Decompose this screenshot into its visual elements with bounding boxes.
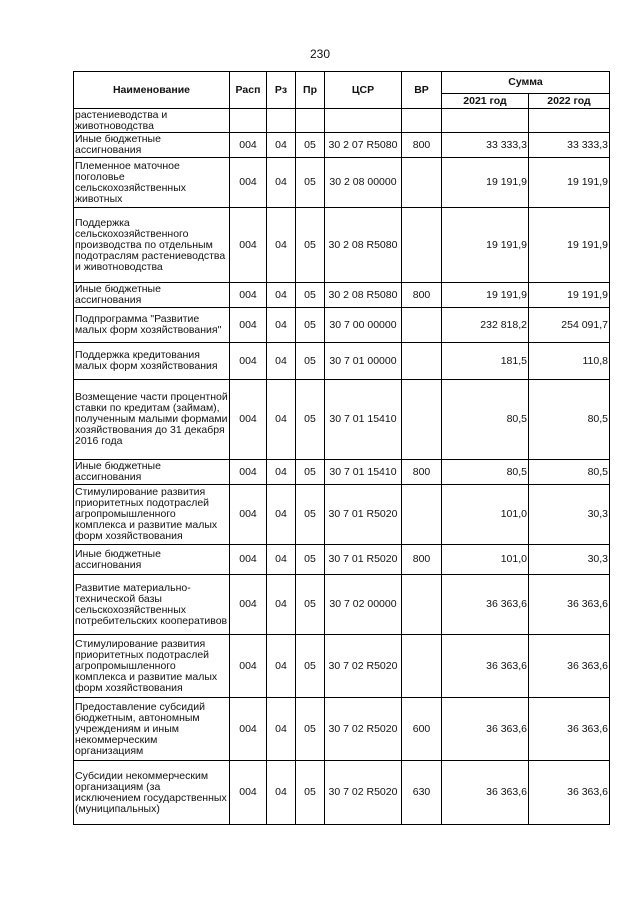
header-2021: 2021 год bbox=[442, 94, 529, 109]
cell-pr: 05 bbox=[296, 208, 325, 283]
cell-rz: 04 bbox=[267, 575, 296, 635]
table-body bbox=[74, 109, 610, 825]
cell-y2022: 19 191,9 bbox=[529, 158, 610, 208]
budget-table bbox=[73, 71, 610, 825]
cell-rasp: 004 bbox=[230, 545, 267, 575]
cell-vr: 800 bbox=[402, 545, 442, 575]
cell-rz: 04 bbox=[267, 208, 296, 283]
cell-y2021: 19 191,9 bbox=[442, 158, 529, 208]
table-row bbox=[74, 635, 610, 698]
cell-name: Стимулирование развития приоритетных подотраслей агропромышленного комплекса и развитие малых форм хозяйствования bbox=[74, 635, 230, 698]
table-row bbox=[74, 380, 610, 460]
cell-rasp: 004 bbox=[230, 343, 267, 380]
cell-name: Иные бюджетные ассигнования bbox=[74, 460, 230, 485]
cell-csr: 30 7 01 R5020 bbox=[325, 485, 402, 545]
cell-rasp: 004 bbox=[230, 208, 267, 283]
cell-y2021: 36 363,6 bbox=[442, 761, 529, 825]
cell-rz: 04 bbox=[267, 343, 296, 380]
cell-csr bbox=[325, 109, 402, 133]
cell-y2022: 36 363,6 bbox=[529, 698, 610, 761]
table-row bbox=[74, 460, 610, 485]
cell-y2021: 101,0 bbox=[442, 485, 529, 545]
cell-pr: 05 bbox=[296, 575, 325, 635]
table-row bbox=[74, 308, 610, 343]
cell-rz: 04 bbox=[267, 133, 296, 158]
cell-name: Стимулирование развития приоритетных подотраслей агропромышленного комплекса и развитие малых форм хозяйствования bbox=[74, 485, 230, 545]
cell-y2021: 80,5 bbox=[442, 460, 529, 485]
table-row bbox=[74, 761, 610, 825]
cell-pr: 05 bbox=[296, 485, 325, 545]
cell-rz: 04 bbox=[267, 308, 296, 343]
cell-y2022: 19 191,9 bbox=[529, 208, 610, 283]
cell-vr bbox=[402, 109, 442, 133]
cell-rasp: 004 bbox=[230, 485, 267, 545]
cell-rasp: 004 bbox=[230, 698, 267, 761]
cell-csr: 30 7 01 00000 bbox=[325, 343, 402, 380]
cell-pr: 05 bbox=[296, 133, 325, 158]
header-rasp: Расп bbox=[230, 72, 267, 109]
cell-pr: 05 bbox=[296, 308, 325, 343]
table-row bbox=[74, 208, 610, 283]
cell-y2022: 254 091,7 bbox=[529, 308, 610, 343]
cell-csr: 30 7 01 R5020 bbox=[325, 545, 402, 575]
table-row bbox=[74, 109, 610, 133]
cell-vr bbox=[402, 485, 442, 545]
cell-csr: 30 7 01 15410 bbox=[325, 460, 402, 485]
header-vr: ВР bbox=[402, 72, 442, 109]
cell-pr: 05 bbox=[296, 635, 325, 698]
cell-csr: 30 7 00 00000 bbox=[325, 308, 402, 343]
cell-rasp: 004 bbox=[230, 761, 267, 825]
cell-rasp bbox=[230, 109, 267, 133]
cell-y2022: 110,8 bbox=[529, 343, 610, 380]
cell-rasp: 004 bbox=[230, 133, 267, 158]
header-pr: Пр bbox=[296, 72, 325, 109]
cell-y2021: 19 191,9 bbox=[442, 208, 529, 283]
cell-csr: 30 2 08 R5080 bbox=[325, 283, 402, 308]
cell-name: Поддержка кредитования малых форм хозяйствования bbox=[74, 343, 230, 380]
cell-rz: 04 bbox=[267, 485, 296, 545]
cell-rz: 04 bbox=[267, 761, 296, 825]
cell-pr bbox=[296, 109, 325, 133]
cell-name: Предоставление субсидий бюджетным, автономным учреждениям и иным некоммерческим организациям bbox=[74, 698, 230, 761]
cell-csr: 30 7 01 15410 bbox=[325, 380, 402, 460]
cell-pr: 05 bbox=[296, 380, 325, 460]
cell-y2021: 101,0 bbox=[442, 545, 529, 575]
cell-pr: 05 bbox=[296, 460, 325, 485]
cell-rz bbox=[267, 109, 296, 133]
cell-vr: 800 bbox=[402, 133, 442, 158]
cell-rasp: 004 bbox=[230, 283, 267, 308]
cell-csr: 30 7 02 00000 bbox=[325, 575, 402, 635]
cell-rasp: 004 bbox=[230, 308, 267, 343]
cell-rz: 04 bbox=[267, 380, 296, 460]
cell-y2021: 80,5 bbox=[442, 380, 529, 460]
cell-csr: 30 7 02 R5020 bbox=[325, 698, 402, 761]
cell-name: Иные бюджетные ассигнования bbox=[74, 283, 230, 308]
table-row bbox=[74, 575, 610, 635]
cell-y2022: 30,3 bbox=[529, 485, 610, 545]
cell-y2021: 33 333,3 bbox=[442, 133, 529, 158]
cell-y2022: 80,5 bbox=[529, 460, 610, 485]
cell-vr: 600 bbox=[402, 698, 442, 761]
header-name: Наименование bbox=[74, 72, 230, 109]
table-row bbox=[74, 343, 610, 380]
cell-rz: 04 bbox=[267, 460, 296, 485]
cell-y2022: 19 191,9 bbox=[529, 283, 610, 308]
cell-y2021: 181,5 bbox=[442, 343, 529, 380]
cell-name: Подпрограмма "Развитие малых форм хозяйствования" bbox=[74, 308, 230, 343]
cell-name: Субсидии некоммерческим организациям (за исключением государственных (муниципальных) bbox=[74, 761, 230, 825]
cell-rz: 04 bbox=[267, 283, 296, 308]
header-rz: Рз bbox=[267, 72, 296, 109]
table-row bbox=[74, 283, 610, 308]
table-row bbox=[74, 485, 610, 545]
cell-y2022: 30,3 bbox=[529, 545, 610, 575]
cell-csr: 30 7 02 R5020 bbox=[325, 761, 402, 825]
cell-csr: 30 2 08 R5080 bbox=[325, 208, 402, 283]
cell-vr bbox=[402, 158, 442, 208]
cell-pr: 05 bbox=[296, 343, 325, 380]
page-number: 230 bbox=[309, 47, 331, 61]
cell-y2022 bbox=[529, 109, 610, 133]
cell-rasp: 004 bbox=[230, 380, 267, 460]
cell-vr bbox=[402, 635, 442, 698]
cell-y2021: 36 363,6 bbox=[442, 635, 529, 698]
cell-rz: 04 bbox=[267, 158, 296, 208]
cell-rasp: 004 bbox=[230, 460, 267, 485]
cell-vr: 800 bbox=[402, 283, 442, 308]
table-row bbox=[74, 158, 610, 208]
cell-rz: 04 bbox=[267, 635, 296, 698]
cell-csr: 30 7 02 R5020 bbox=[325, 635, 402, 698]
header-csr: ЦСР bbox=[325, 72, 402, 109]
cell-vr bbox=[402, 208, 442, 283]
cell-vr bbox=[402, 308, 442, 343]
cell-y2021 bbox=[442, 109, 529, 133]
table-row bbox=[74, 545, 610, 575]
cell-rz: 04 bbox=[267, 698, 296, 761]
cell-csr: 30 2 07 R5080 bbox=[325, 133, 402, 158]
cell-rasp: 004 bbox=[230, 635, 267, 698]
table-row bbox=[74, 698, 610, 761]
cell-rasp: 004 bbox=[230, 575, 267, 635]
cell-pr: 05 bbox=[296, 158, 325, 208]
cell-rasp: 004 bbox=[230, 158, 267, 208]
cell-y2022: 36 363,6 bbox=[529, 635, 610, 698]
cell-vr bbox=[402, 380, 442, 460]
cell-y2022: 36 363,6 bbox=[529, 575, 610, 635]
cell-pr: 05 bbox=[296, 545, 325, 575]
cell-y2021: 36 363,6 bbox=[442, 575, 529, 635]
header-sum: Сумма bbox=[442, 72, 610, 94]
cell-y2021: 36 363,6 bbox=[442, 698, 529, 761]
cell-name: Иные бюджетные ассигнования bbox=[74, 133, 230, 158]
header-row bbox=[74, 72, 610, 94]
cell-y2021: 232 818,2 bbox=[442, 308, 529, 343]
cell-name: Поддержка сельскохозяйственного производства по отдельным подотраслям растениеводства и животноводства bbox=[74, 208, 230, 283]
cell-name: Развитие материально-технической базы сельскохозяйственных потребительских кооперативов bbox=[74, 575, 230, 635]
cell-vr bbox=[402, 575, 442, 635]
cell-name: растениеводства и животноводства bbox=[74, 109, 230, 133]
cell-csr: 30 2 08 00000 bbox=[325, 158, 402, 208]
table-row bbox=[74, 133, 610, 158]
cell-vr: 630 bbox=[402, 761, 442, 825]
cell-vr bbox=[402, 343, 442, 380]
cell-y2021: 19 191,9 bbox=[442, 283, 529, 308]
cell-y2022: 80,5 bbox=[529, 380, 610, 460]
cell-pr: 05 bbox=[296, 698, 325, 761]
cell-name: Возмещение части процентной ставки по кредитам (займам), полученным малыми формами хозяйствования до 31 декабря 2016 года bbox=[74, 380, 230, 460]
cell-y2022: 33 333,3 bbox=[529, 133, 610, 158]
cell-y2022: 36 363,6 bbox=[529, 761, 610, 825]
header-2022: 2022 год bbox=[529, 94, 610, 109]
cell-pr: 05 bbox=[296, 761, 325, 825]
cell-rz: 04 bbox=[267, 545, 296, 575]
cell-name: Иные бюджетные ассигнования bbox=[74, 545, 230, 575]
cell-pr: 05 bbox=[296, 283, 325, 308]
cell-name: Племенное маточное поголовье сельскохозяйственных животных bbox=[74, 158, 230, 208]
cell-vr: 800 bbox=[402, 460, 442, 485]
